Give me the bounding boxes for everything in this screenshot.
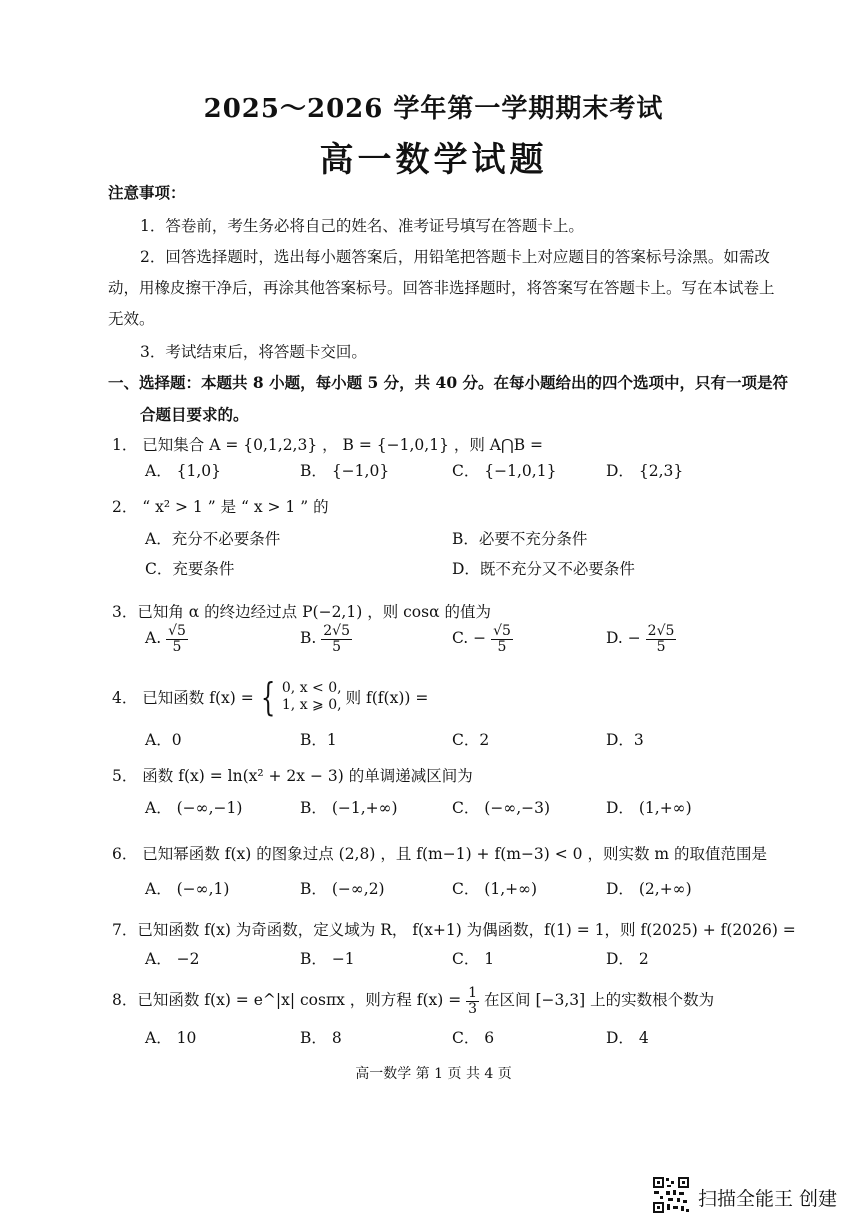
q4-case-1: 0, x < 0, — [281, 680, 342, 697]
q3-a-numerator: √5 — [168, 623, 186, 639]
q3-option-a-label: A. — [145, 629, 162, 648]
q3-option-d-label: D. − — [606, 629, 641, 648]
q3-option-d-fraction — [646, 624, 677, 654]
question-5-stem: 5． 函数 f(x) = ln(x² + 2x − 3) 的单调递减区间为 — [112, 767, 473, 785]
note-3: 3．考试结束后，将答题卡交回。 — [140, 343, 367, 361]
q5-option-c: C． (−∞,−3) — [452, 799, 551, 817]
q3-option-a-fraction — [166, 624, 188, 654]
q1-option-b: B． {−1,0} — [300, 462, 390, 480]
q1-option-a: A． {1,0} — [145, 462, 221, 480]
q3-option-b-label: B. — [300, 629, 317, 648]
q8-option-a: A． 10 — [145, 1029, 197, 1047]
q3-option-b — [300, 624, 352, 654]
q5-option-d: D． (1,+∞) — [606, 799, 692, 817]
q3-c-numerator: √5 — [493, 623, 511, 639]
q3-option-c-fraction — [491, 624, 513, 654]
q8-stem-pre: 8．已知函数 f(x) = e^|x| cosπx ，则方程 f(x) = — [112, 991, 462, 1010]
q8-stem-post: 在区间 [−3,3] 上的实数根个数为 — [484, 991, 715, 1010]
q8-denominator: 3 — [468, 1000, 478, 1017]
q2-option-d: D．既不充分又不必要条件 — [452, 560, 635, 578]
q7-option-c: C． 1 — [452, 950, 495, 968]
q4-option-d: D．3 — [606, 731, 644, 749]
q8-option-b: B． 8 — [300, 1029, 342, 1047]
q4-piecewise — [112, 675, 429, 719]
question-6-stem: 6． 已知幂函数 f(x) 的图象过点 (2,8) ，且 f(m−1) + f(m−3) < 0 ，则实数 m 的取值范围是 — [112, 845, 768, 863]
q8-option-d: D． 4 — [606, 1029, 649, 1047]
q4-cases — [282, 680, 342, 714]
q4-stem-pre: 4． 已知函数 f(x) = — [112, 689, 254, 707]
q3-option-c — [452, 624, 513, 654]
page-footer: 高一数学 第 1 页 共 4 页 — [355, 1066, 512, 1082]
question-3-stem: 3．已知角 α 的终边经过点 P(−2,1) ，则 cosα 的值为 — [112, 603, 491, 621]
q6-option-d: D． (2,+∞) — [606, 880, 692, 898]
q7-option-a: A． −2 — [145, 950, 200, 968]
q3-option-d — [606, 624, 676, 654]
q1-option-d: D． {2,3} — [606, 462, 684, 480]
subject-title: 高一数学试题 — [319, 140, 548, 180]
q8-fraction — [466, 986, 479, 1016]
scanner-watermark: 扫描全能王 创建 — [698, 1188, 838, 1210]
q5-option-a: A． (−∞,−1) — [145, 799, 243, 817]
note-2-line-3: 无效。 — [108, 310, 155, 328]
q6-option-b: B． (−∞,2) — [300, 880, 385, 898]
q2-option-a: A．充分不必要条件 — [145, 530, 281, 548]
q3-d-numerator: 2√5 — [647, 623, 675, 639]
exam-title: 2025～2026 学年第一学期期末考试 — [203, 94, 664, 124]
q4-case-2: 1, x ⩾ 0, — [281, 697, 342, 713]
note-2-line-2: 动，用橡皮擦干净后，再涂其他答案标号。回答非选择题时，将答案写在答题卡上。写在本试卷上 — [108, 279, 775, 297]
q4-option-a: A．0 — [145, 731, 182, 749]
question-8-stem — [112, 986, 714, 1016]
question-2-stem: 2． “ x² > 1 ” 是 “ x > 1 ” 的 — [112, 498, 329, 516]
note-1: 1．答卷前，考生务必将自己的姓名、准考证号填写在答题卡上。 — [140, 217, 584, 235]
q6-option-a: A． (−∞,1) — [145, 880, 230, 898]
q7-option-d: D． 2 — [606, 950, 649, 968]
question-1-stem: 1． 已知集合 A = {0,1,2,3} ， B = {−1,0,1} ，则 A⋂B = — [112, 436, 544, 454]
q3-b-denominator: 5 — [332, 638, 342, 655]
q5-option-b: B． (−1,+∞) — [300, 799, 398, 817]
q4-option-b: B．1 — [300, 731, 337, 749]
q3-b-numerator: 2√5 — [323, 623, 351, 639]
note-2-line-1: 2．回答选择题时，选出每小题答案后，用铅笔把答题卡上对应题目的答案标号涂黑。如需改 — [140, 248, 770, 266]
q2-option-c: C．充要条件 — [145, 560, 235, 578]
notes-heading: 注意事项： — [108, 183, 186, 202]
q3-option-b-fraction — [321, 624, 352, 654]
q8-numerator: 1 — [468, 985, 478, 1001]
q3-a-denominator: 5 — [172, 638, 182, 655]
question-7-stem: 7．已知函数 f(x) 为奇函数，定义域为 R， f(x+1) 为偶函数，f(1) = 1，则 f(2025) + f(2026) = — [112, 921, 796, 939]
qr-code-icon — [652, 1176, 690, 1214]
q2-option-b: B．必要不充分条件 — [452, 530, 588, 548]
q6-option-c: C． (1,+∞) — [452, 880, 538, 898]
q4-stem-post: 则 f(f(x)) = — [345, 689, 429, 707]
q1-option-c: C． {−1,0,1} — [452, 462, 557, 480]
section-1-line-2: 合题目要求的。 — [140, 405, 249, 424]
q8-option-c: C． 6 — [452, 1029, 495, 1047]
section-1-line-1: 一、选择题：本题共 8 小题，每小题 5 分，共 40 分。在每小题给出的四个选项中，只有一项是符 — [108, 373, 789, 392]
q3-option-c-label: C. − — [452, 629, 487, 648]
q4-brace: { — [260, 675, 276, 719]
q4-option-c: C．2 — [452, 731, 490, 749]
q7-option-b: B． −1 — [300, 950, 355, 968]
q3-c-denominator: 5 — [497, 638, 507, 655]
question-4-stem — [112, 675, 429, 719]
q3-d-denominator: 5 — [656, 638, 666, 655]
q3-option-a — [145, 624, 188, 654]
